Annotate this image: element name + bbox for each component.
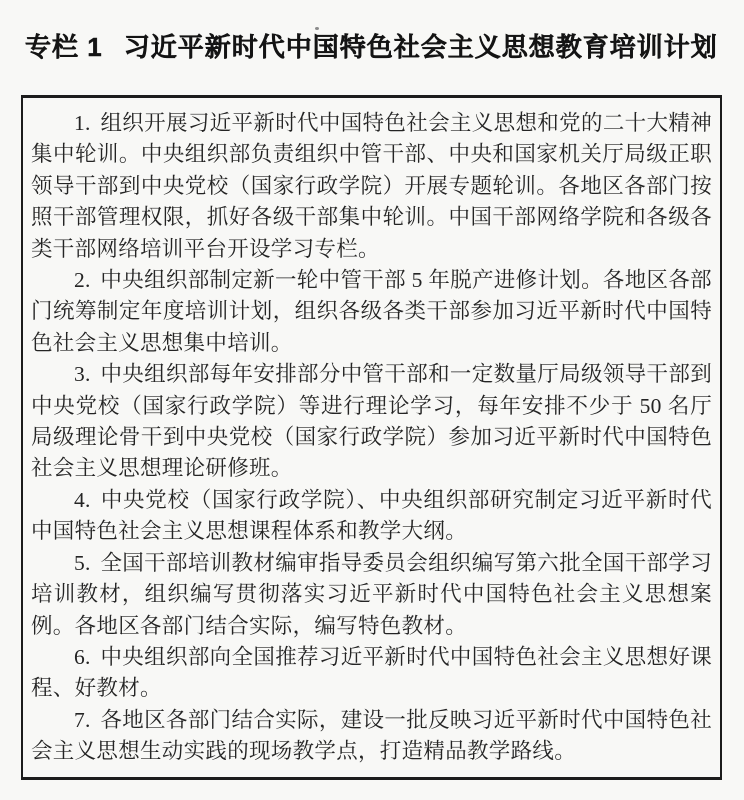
- plan-item-number: 4.: [74, 487, 91, 512]
- plan-item: [31, 108, 712, 265]
- plan-item-text: 中央组织部制定新一轮中管干部 5 年脱产进修计划。各地区各部门统筹制定年度培训计划，组织各级各类干部参加习近平新时代中国特色社会主义思想集中培训。: [31, 268, 712, 355]
- plan-item-text: 中央组织部每年安排部分中管干部和一定数量厅局级领导干部到中央党校（国家行政学院）等进行理论学习，每年安排不少于 50 名厅局级理论骨干到中央党校（国家行政学院）参加习近平新时代中国特色社会主义思想理论研修班。: [31, 362, 712, 481]
- plan-item: [31, 485, 712, 548]
- plan-item: [31, 359, 712, 485]
- plan-item-number: 7.: [74, 707, 91, 732]
- plan-item-text: 全国干部培训教材编审指导委员会组织编写第六批全国干部学习培训教材，组织编写贯彻落实习近平新时代中国特色社会主义思想案例。各地区各部门结合实际，编写特色教材。: [31, 550, 712, 638]
- plan-item: [31, 265, 712, 359]
- page-title: [25, 27, 735, 64]
- plan-item-number: 3.: [74, 362, 91, 387]
- page-title-text: 习近平新时代中国特色社会主义思想教育培训计划: [123, 32, 718, 62]
- plan-item-text: 中央组织部向全国推荐习近平新时代中国特色社会主义思想好课程、好教材。: [31, 644, 712, 701]
- plan-item: [31, 548, 712, 642]
- plan-item-number: 1.: [74, 111, 91, 135]
- training-plan-box: [21, 95, 722, 780]
- column-box-label: 专栏 1: [25, 32, 103, 62]
- plan-item-number: 5.: [74, 550, 91, 575]
- plan-item: [31, 642, 712, 705]
- plan-item-text: 组织开展习近平新时代中国特色社会主义思想和党的二十大精神集中轮训。中央组织部负责组织中管干部、中央和国家机关厅局级正职领导干部到中央党校（国家行政学院）开展专题轮训。各地区各部门按照干部管理权限，抓好各级干部集中轮训。中国干部网络学院和各级各类干部网络培训平台开设学习专栏。: [31, 111, 712, 261]
- plan-item-number: 2.: [74, 268, 91, 293]
- plan-item-text: 各地区各部门结合实际，建设一批反映习近平新时代中国特色社会主义思想生动实践的现场教学点，打造精品教学路线。: [31, 707, 712, 764]
- plan-item-number: 6.: [74, 644, 91, 669]
- plan-item: [31, 705, 712, 768]
- plan-item-text: 中央党校（国家行政学院）、中央组织部研究制定习近平新时代中国特色社会主义思想课程体系和教学大纲。: [31, 487, 712, 544]
